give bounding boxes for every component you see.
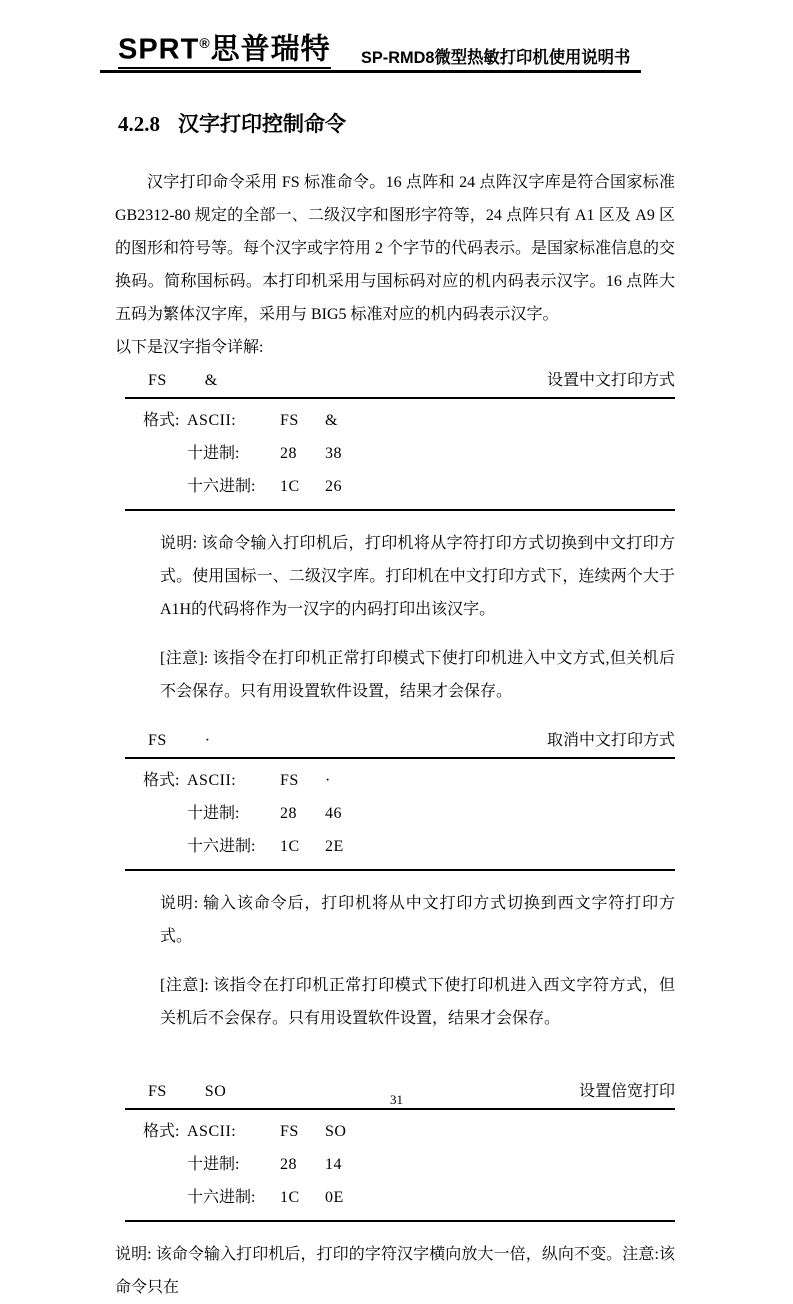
command-mnemonic: FS (148, 1082, 167, 1100)
row-value-1: 28 (280, 804, 297, 822)
command-note: [注意]: 该指令在打印机正常打印模式下使打印机进入中文方式,但关机后不会保存。只有用设置软件设置，结果才会保存。 (160, 649, 675, 700)
row-value-1: 1C (280, 477, 300, 495)
row-value-1: FS (280, 1122, 299, 1140)
document-title: SP-RMD8微型热敏打印机使用说明书 (360, 47, 630, 67)
table-row (125, 1148, 675, 1181)
table-row (125, 797, 675, 830)
row-value-1: 28 (280, 1155, 297, 1173)
page-number: 31 (390, 1092, 403, 1107)
section-heading (118, 108, 675, 138)
brand-logo-latin: SPRT (118, 33, 200, 66)
command-mnemonic: FS (148, 371, 167, 389)
brand-logo-chinese: 思普瑞特 (210, 33, 331, 66)
row-value-1: 1C (280, 837, 300, 855)
command-purpose: 设置中文打印方式 (546, 371, 675, 389)
format-table (125, 397, 675, 511)
command-description: 说明: 输入该命令后，打印机将从中文打印方式切换到西文字符打印方式。 (160, 894, 675, 945)
command-syntax (148, 364, 218, 397)
section-number: 4.2.8 (118, 111, 160, 136)
row-label: 十六进制: (187, 837, 256, 855)
row-value-2: 14 (325, 1155, 342, 1173)
table-row (125, 1181, 675, 1214)
table-row (125, 437, 675, 470)
row-label: 十进制: (187, 804, 240, 822)
intro-paragraph: 汉字打印命令采用 FS 标准命令。16 点阵和 24 点阵汉字库是符合国家标准 GB2312-80 规定的全部一、二级汉字和图形字符等，24 点阵只有 A1 区及 A9 区的图形和符号等。每个汉字或字符用 2 个字节的代码表示。是国家标准信息的交换码。简称国标码。本打印机采用与国标码对应的机内码表示汉字。16 点阵大五码为繁体汉字库，采用与 BIG5 标准对应的机内码表示汉字。 (115, 173, 676, 323)
row-format-label-empty (143, 1148, 187, 1181)
row-value-1: 28 (280, 444, 297, 462)
command-note: [注意]: 该指令在打印机正常打印模式下使打印机进入西文字符方式，但关机后不会保存。只有用设置软件设置，结果才会保存。 (160, 976, 675, 1027)
table-row (125, 404, 675, 437)
row-format-label-empty (143, 470, 187, 503)
table-row (125, 764, 675, 797)
row-label: 十进制: (187, 1155, 240, 1173)
row-value-1: FS (280, 411, 299, 429)
row-value-1: FS (280, 771, 299, 789)
command-param: & (204, 371, 218, 389)
page-body (115, 108, 675, 1304)
command-param: · (204, 731, 211, 749)
command-syntax (148, 724, 211, 757)
command-block-fs-dot (115, 724, 675, 1035)
page-header (100, 26, 641, 73)
row-value-2: 2E (325, 837, 344, 855)
row-label: 十六进制: (187, 477, 256, 495)
command-mnemonic: FS (148, 731, 167, 749)
list-intro-line: 以下是汉字指令详解: (115, 338, 264, 356)
row-format-label-empty (143, 437, 187, 470)
row-label: ASCII: (187, 411, 237, 429)
row-value-1: 1C (280, 1188, 300, 1206)
format-table (125, 1108, 675, 1222)
row-value-2: · (325, 771, 331, 789)
section-title: 汉字打印控制命令 (178, 111, 346, 136)
row-format-label-empty (143, 1181, 187, 1214)
command-description: 说明: 该命令输入打印机后，打印机将从字符打印方式切换到中文打印方式。使用国标一、二级汉字库。打印机在中文打印方式下，连续两个大于A1H的代码将作为一汉字的内码打印出该汉字。 (160, 534, 675, 618)
row-label: ASCII: (187, 1122, 237, 1140)
row-value-2: 0E (325, 1188, 344, 1206)
format-table (125, 757, 675, 871)
row-value-2: & (325, 411, 338, 429)
row-format-label: 格式: (143, 771, 180, 789)
command-description: 说明: 该命令输入打印机后，打印的字符汉字横向放大一倍，纵向不变。注意:该命令只在 (115, 1245, 675, 1296)
command-param: SO (204, 1082, 227, 1100)
section-gap (115, 1051, 675, 1075)
row-format-label: 格式: (143, 1122, 180, 1140)
registered-trademark-symbol: ® (199, 35, 211, 51)
table-row (125, 470, 675, 503)
row-value-2: 26 (325, 477, 342, 495)
command-purpose: 设置倍宽打印 (578, 1082, 675, 1100)
row-value-2: 46 (325, 804, 342, 822)
row-format-label-empty (143, 797, 187, 830)
table-row (125, 830, 675, 863)
row-format-label-empty (143, 830, 187, 863)
row-label: 十六进制: (187, 1188, 256, 1206)
command-head (115, 724, 675, 757)
row-label: 十进制: (187, 444, 240, 462)
command-block-fs-amp (115, 364, 675, 708)
row-value-2: 38 (325, 444, 342, 462)
row-label: ASCII: (187, 771, 237, 789)
command-head (115, 364, 675, 397)
command-purpose: 取消中文打印方式 (546, 731, 675, 749)
table-row (125, 1115, 675, 1148)
row-value-2: SO (325, 1122, 347, 1140)
command-block-fs-so (115, 1075, 675, 1304)
row-format-label: 格式: (143, 411, 180, 429)
brand-logo (118, 26, 331, 69)
